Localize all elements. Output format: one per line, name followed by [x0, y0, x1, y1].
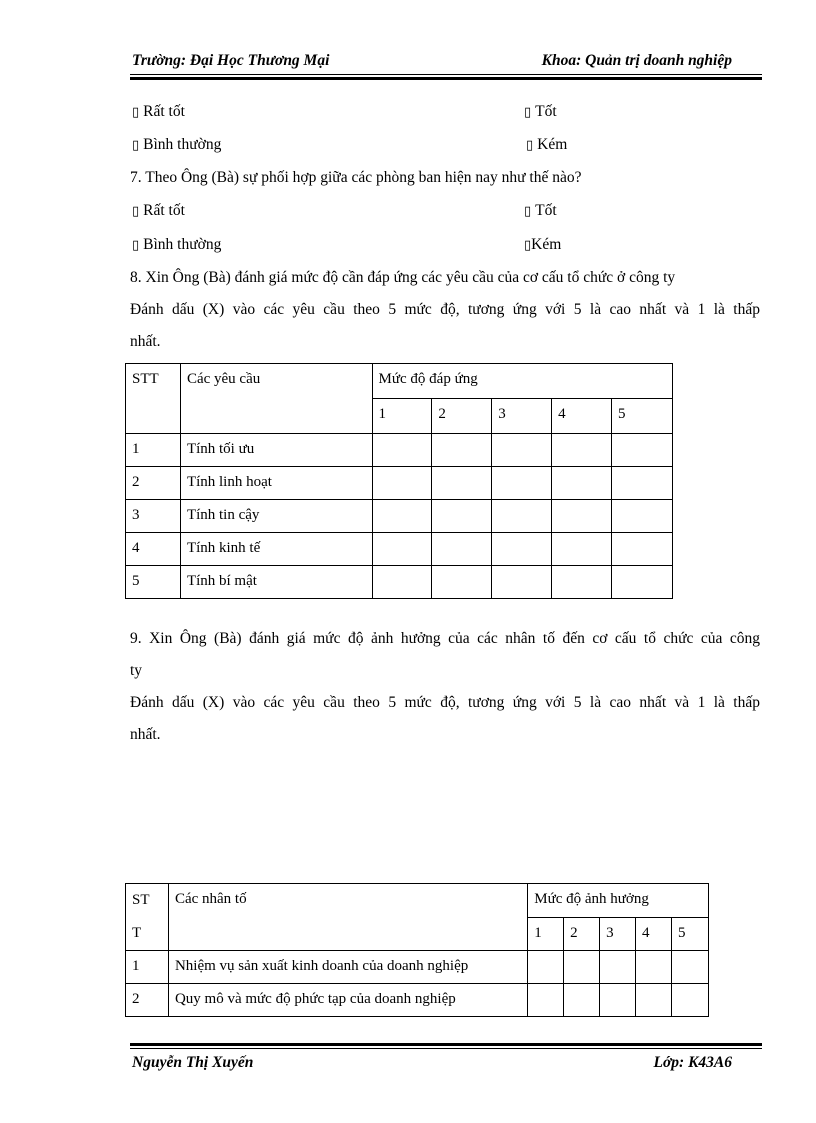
col-header-level: Mức độ ảnh hưởng [528, 884, 709, 918]
rating-cell[interactable] [552, 500, 612, 533]
level-1: 1 [528, 917, 564, 951]
rating-cell[interactable] [600, 951, 636, 984]
rating-cell[interactable] [600, 984, 636, 1017]
col-header-level: Mức độ đáp ứng [372, 364, 672, 399]
checkbox-icon: ▯ [132, 237, 140, 252]
header-rule-thick [130, 77, 762, 80]
q9-question: 9. Xin Ông (Bà) đánh giá mức độ ảnh hưởng của các nhân tố đến cơ cấu tổ chức của công [130, 630, 760, 647]
col-header-stt: STT [126, 364, 181, 434]
checkbox-icon: ▯ [524, 104, 532, 119]
footer-rule-thick [130, 1043, 762, 1046]
level-5: 5 [671, 917, 708, 951]
rating-cell[interactable] [612, 500, 673, 533]
rating-cell[interactable] [432, 500, 492, 533]
rating-cell[interactable] [612, 566, 673, 599]
rating-cell[interactable] [432, 533, 492, 566]
q9-instruction-cont: nhất. [130, 726, 161, 743]
rating-cell[interactable] [552, 566, 612, 599]
rating-cell[interactable] [492, 500, 552, 533]
rating-cell[interactable] [492, 467, 552, 500]
header-rule-thin [130, 74, 762, 75]
checkbox-icon: ▯ [524, 203, 532, 218]
q7-option-poor[interactable]: ▯Kém [524, 236, 562, 253]
rating-cell[interactable] [636, 984, 672, 1017]
table-row: 4 Tính kinh tế [126, 533, 673, 566]
rating-cell[interactable] [432, 566, 492, 599]
rating-cell[interactable] [492, 566, 552, 599]
rating-cell[interactable] [612, 434, 673, 467]
q8-instruction: Đánh dấu (X) vào các yêu cầu theo 5 mức độ, tương ứng với 5 là cao nhất và 1 là thấp [130, 301, 760, 318]
rating-cell[interactable] [564, 951, 600, 984]
q7-option-good[interactable]: ▯ Tốt [524, 202, 557, 219]
q9-question-cont: ty [130, 662, 143, 679]
q6-option-good[interactable]: ▯ Tốt [524, 103, 557, 120]
level-1: 1 [372, 399, 432, 434]
level-2: 2 [564, 917, 600, 951]
rating-cell[interactable] [564, 984, 600, 1017]
faculty-name: Khoa: Quản trị doanh nghiệp [541, 52, 732, 69]
rating-cell[interactable] [372, 500, 432, 533]
rating-cell[interactable] [372, 467, 432, 500]
q9-instruction: Đánh dấu (X) vào các yêu cầu theo 5 mức độ, tương ứng với 5 là cao nhất và 1 là thấp [130, 694, 760, 711]
q7-question: 7. Theo Ông (Bà) sự phối hợp giữa các phòng ban hiện nay như thế nào? [130, 169, 582, 186]
school-name: Trường: Đại Học Thương Mại [132, 52, 330, 69]
q6-option-normal[interactable]: ▯ Bình thường [132, 136, 222, 153]
q9-factors-table [125, 883, 709, 1017]
rating-cell[interactable] [372, 533, 432, 566]
rating-cell[interactable] [612, 533, 673, 566]
checkbox-icon: ▯ [132, 104, 140, 119]
checkbox-icon: ▯ [132, 137, 140, 152]
rating-cell[interactable] [432, 467, 492, 500]
rating-cell[interactable] [552, 533, 612, 566]
author-name: Nguyễn Thị Xuyến [132, 1054, 254, 1071]
level-3: 3 [492, 399, 552, 434]
q7-option-very-good[interactable]: ▯ Rất tốt [132, 202, 185, 219]
rating-cell[interactable] [612, 467, 673, 500]
rating-cell[interactable] [372, 566, 432, 599]
table-row: 1 Nhiệm vụ sản xuất kinh doanh của doanh nghiệp [126, 951, 709, 984]
checkbox-icon: ▯ [524, 237, 532, 252]
col-header-requirements: Các yêu cầu [180, 364, 372, 434]
checkbox-icon: ▯ [132, 203, 140, 218]
rating-cell[interactable] [552, 467, 612, 500]
rating-cell[interactable] [432, 434, 492, 467]
table-row: 3 Tính tin cậy [126, 500, 673, 533]
rating-cell[interactable] [492, 533, 552, 566]
level-4: 4 [636, 917, 672, 951]
checkbox-icon: ▯ [526, 137, 534, 152]
rating-cell[interactable] [636, 951, 672, 984]
q8-instruction-cont: nhất. [130, 333, 161, 350]
level-3: 3 [600, 917, 636, 951]
level-4: 4 [552, 399, 612, 434]
footer-rule-thin [130, 1048, 762, 1049]
rating-cell[interactable] [552, 434, 612, 467]
table-row: 1 Tính tối ưu [126, 434, 673, 467]
level-2: 2 [432, 399, 492, 434]
rating-cell[interactable] [671, 984, 708, 1017]
table-row: 2 Tính linh hoạt [126, 467, 673, 500]
col-header-stt: ST T [126, 884, 169, 951]
q8-question: 8. Xin Ông (Bà) đánh giá mức độ cần đáp ứng các yêu cầu của cơ cấu tổ chức ở công ty [130, 269, 676, 286]
table-row: 5 Tính bí mật [126, 566, 673, 599]
q6-option-very-good[interactable]: ▯ Rất tốt [132, 103, 185, 120]
rating-cell[interactable] [671, 951, 708, 984]
q6-option-poor[interactable]: ▯ Kém [526, 136, 568, 153]
q8-requirements-table [125, 363, 673, 599]
rating-cell[interactable] [372, 434, 432, 467]
rating-cell[interactable] [492, 434, 552, 467]
rating-cell[interactable] [528, 951, 564, 984]
table-row: 2 Quy mô và mức độ phức tạp của doanh nghiệp [126, 984, 709, 1017]
rating-cell[interactable] [528, 984, 564, 1017]
col-header-factors: Các nhân tố [168, 884, 527, 951]
q7-option-normal[interactable]: ▯ Bình thường [132, 236, 222, 253]
level-5: 5 [612, 399, 673, 434]
class-name: Lớp: K43A6 [653, 1054, 732, 1071]
